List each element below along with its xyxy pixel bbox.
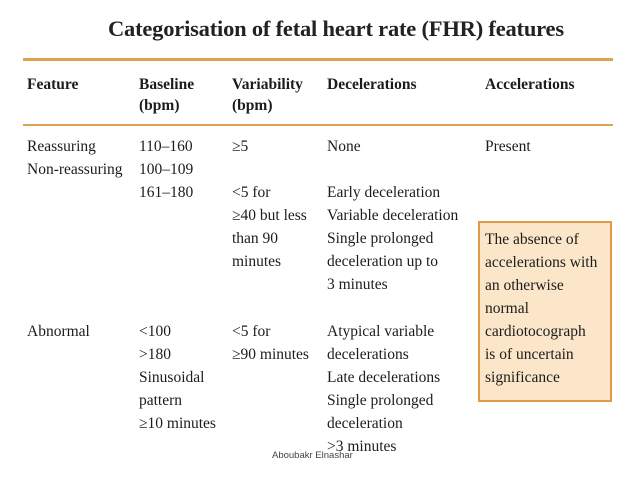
header-decelerations: Decelerations xyxy=(327,76,417,93)
row-non-reassuring-feature: Non-reassuring xyxy=(27,161,123,178)
note-line-7: significance xyxy=(485,369,560,386)
row-abnormal-decel-3: Late decelerations xyxy=(327,369,441,386)
row-abnormal-feature: Abnormal xyxy=(27,323,90,340)
row-reassuring-variability: ≥5 xyxy=(232,138,249,155)
row-abnormal-variability-2: ≥90 minutes xyxy=(232,346,309,363)
row-non-reassuring-decel-3: Single prolonged xyxy=(327,230,434,247)
header-variability-unit: (bpm) xyxy=(232,97,273,114)
row-abnormal-decel-5: deceleration xyxy=(327,415,403,432)
header-baseline-unit: (bpm) xyxy=(139,97,180,114)
header-accelerations: Accelerations xyxy=(485,76,575,93)
row-abnormal-baseline-5: ≥10 minutes xyxy=(139,415,216,432)
row-abnormal-variability-1: <5 for xyxy=(232,323,271,340)
header-variability: Variability xyxy=(232,76,303,93)
note-line-4: normal xyxy=(485,300,529,317)
row-abnormal-decel-6: >3 minutes xyxy=(327,438,397,455)
author-credit: Aboubakr Elnashar xyxy=(272,450,353,461)
row-non-reassuring-decel-2: Variable deceleration xyxy=(327,207,459,224)
note-line-1: The absence of xyxy=(485,231,579,248)
row-reassuring-accelerations: Present xyxy=(485,138,531,155)
note-line-3: an otherwise xyxy=(485,277,564,294)
note-line-5: cardiotocograph xyxy=(485,323,586,340)
row-abnormal-baseline-4: pattern xyxy=(139,392,183,409)
header-rule xyxy=(23,124,613,126)
row-abnormal-decel-1: Atypical variable xyxy=(327,323,435,340)
page-title: Categorisation of fetal heart rate (FHR) features xyxy=(108,16,564,41)
row-reassuring-baseline: 110–160 xyxy=(139,138,193,155)
row-non-reassuring-baseline-2: 161–180 xyxy=(139,184,194,201)
row-abnormal-baseline-3: Sinusoidal xyxy=(139,369,205,386)
row-non-reassuring-variability-2: ≥40 but less xyxy=(232,207,307,224)
row-abnormal-baseline-1: <100 xyxy=(139,323,171,340)
row-abnormal-decel-4: Single prolonged xyxy=(327,392,434,409)
row-reassuring-decelerations: None xyxy=(327,138,361,155)
top-rule xyxy=(23,58,613,61)
row-non-reassuring-variability-1: <5 for xyxy=(232,184,271,201)
row-non-reassuring-decel-5: 3 minutes xyxy=(327,276,388,293)
row-reassuring-feature: Reassuring xyxy=(27,138,96,155)
row-non-reassuring-baseline-1: 100–109 xyxy=(139,161,194,178)
header-feature: Feature xyxy=(27,76,79,93)
note-line-6: is of uncertain xyxy=(485,346,574,363)
row-non-reassuring-decel-4: deceleration up to xyxy=(327,253,439,270)
header-baseline: Baseline xyxy=(139,76,195,93)
note-line-2: accelerations with xyxy=(485,254,598,271)
row-non-reassuring-decel-1: Early deceleration xyxy=(327,184,441,201)
row-non-reassuring-variability-4: minutes xyxy=(232,253,282,270)
row-non-reassuring-variability-3: than 90 xyxy=(232,230,279,247)
row-abnormal-baseline-2: >180 xyxy=(139,346,171,363)
row-abnormal-decel-2: decelerations xyxy=(327,346,409,363)
